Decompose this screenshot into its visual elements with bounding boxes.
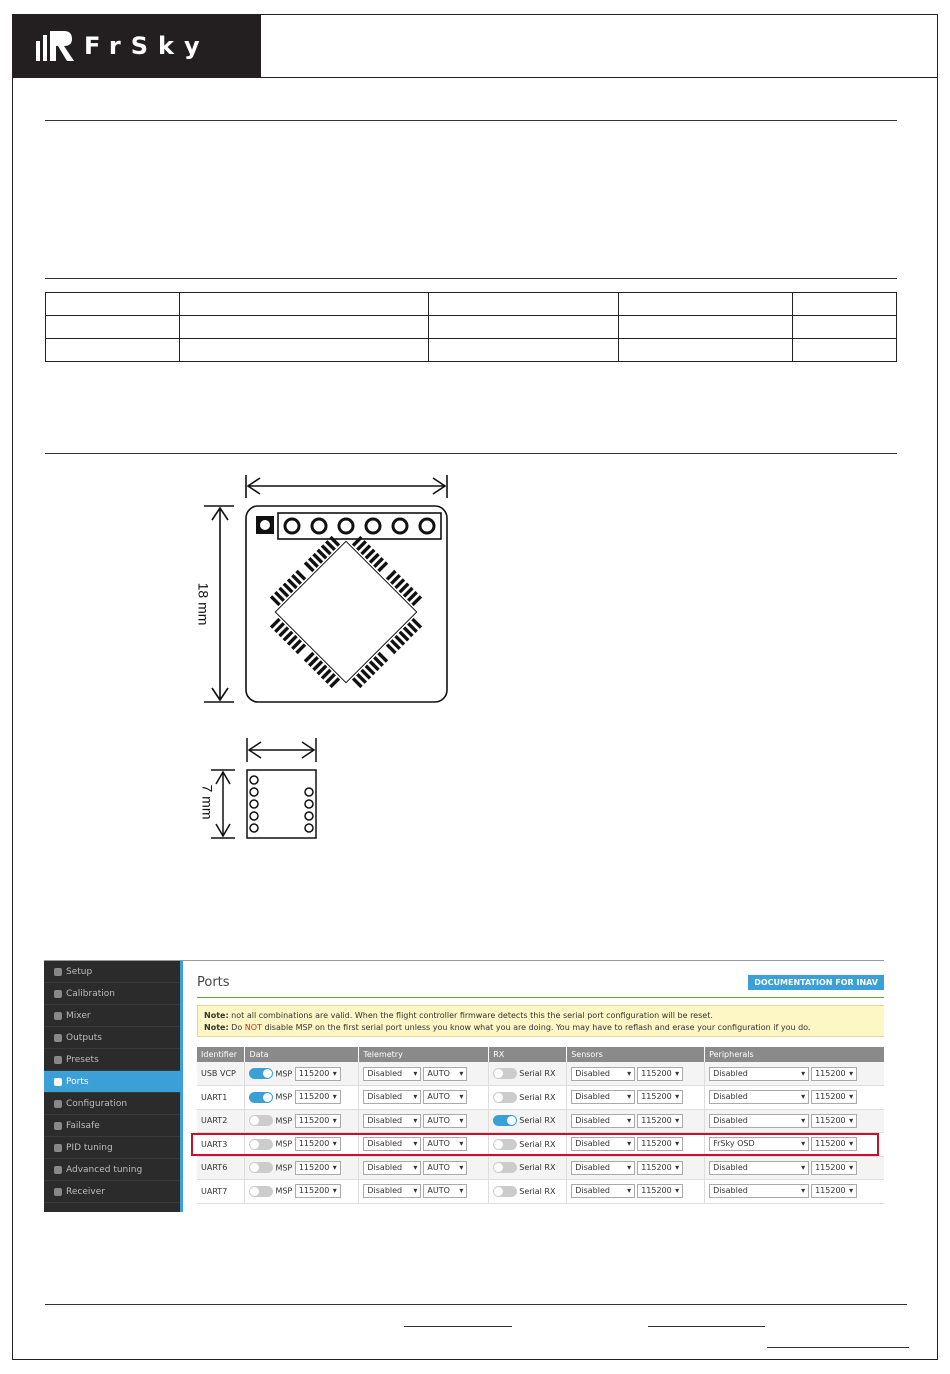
- telemetry-baud-select[interactable]: AUTO ▾: [423, 1114, 467, 1128]
- sidebar-item-label: Advanced tuning: [66, 1164, 143, 1175]
- sidebar: [44, 961, 180, 1212]
- sidebar-item[interactable]: [44, 1115, 180, 1137]
- table-row: [197, 1109, 884, 1133]
- msp-label: MSP: [275, 1186, 293, 1196]
- msp-toggle[interactable]: [249, 1068, 273, 1079]
- telemetry-select[interactable]: Disabled ▾: [363, 1114, 421, 1128]
- sidebar-item[interactable]: [44, 1071, 180, 1093]
- sidebar-item-label: Mixer: [66, 1010, 91, 1021]
- telemetry-cell: [359, 1180, 489, 1204]
- peripherals-cell: [705, 1062, 884, 1086]
- menu-icon: [54, 1034, 62, 1042]
- menu-icon: [54, 1166, 62, 1174]
- sensor-select[interactable]: Disabled ▾: [571, 1114, 635, 1128]
- sensor-select[interactable]: Disabled ▾: [571, 1184, 635, 1198]
- serial-rx-toggle[interactable]: [493, 1186, 517, 1197]
- telemetry-cell: [359, 1156, 489, 1180]
- sensors-cell: [567, 1109, 705, 1133]
- serial-rx-label: Serial RX: [519, 1186, 556, 1196]
- footer-link-underline: [767, 1347, 909, 1348]
- sensors-cell: [567, 1180, 705, 1204]
- serial-rx-label: Serial RX: [519, 1092, 556, 1102]
- table-row: [197, 1156, 884, 1180]
- section-rule-3: [45, 453, 897, 454]
- menu-icon: [54, 1078, 62, 1086]
- menu-icon: [54, 990, 62, 998]
- page-title: Ports: [197, 975, 230, 990]
- sidebar-item[interactable]: [44, 1027, 180, 1049]
- port-identifier: UART7: [197, 1180, 245, 1204]
- sidebar-item-label: Ports: [66, 1076, 89, 1087]
- telemetry-select[interactable]: Disabled ▾: [363, 1090, 421, 1104]
- sidebar-item-label: Outputs: [66, 1032, 102, 1043]
- msp-baud-select[interactable]: 115200 ▾: [295, 1067, 341, 1081]
- section-rule-1: [45, 120, 897, 121]
- board-top-view-drawing: [190, 470, 470, 710]
- documentation-button[interactable]: DOCUMENTATION FOR INAV: [748, 975, 884, 990]
- telemetry-baud-select[interactable]: AUTO ▾: [423, 1161, 467, 1175]
- sidebar-item-label: PID tuning: [66, 1142, 113, 1153]
- sidebar-item[interactable]: [44, 983, 180, 1005]
- sidebar-item-label: Presets: [66, 1054, 99, 1065]
- sidebar-item[interactable]: [44, 1005, 180, 1027]
- telemetry-cell: [359, 1109, 489, 1133]
- menu-icon: [54, 1122, 62, 1130]
- port-identifier: UART3: [197, 1133, 245, 1157]
- peripherals-cell: [705, 1156, 884, 1180]
- serial-rx-label: Serial RX: [519, 1139, 556, 1149]
- port-identifier: UART2: [197, 1109, 245, 1133]
- telemetry-select[interactable]: Disabled ▾: [363, 1184, 421, 1198]
- data-cell: [245, 1062, 359, 1086]
- peripheral-baud-select[interactable]: 115200 ▾: [811, 1161, 857, 1175]
- note-text: not all combinations are valid. When the flight controller firmware detects this the serial port configuration will be reset.: [228, 1011, 713, 1020]
- rx-cell: [489, 1156, 567, 1180]
- board-side-view-drawing: [205, 736, 325, 846]
- msp-toggle[interactable]: [249, 1115, 273, 1126]
- note-label: Note:: [204, 1023, 229, 1032]
- spec-table: [45, 292, 897, 362]
- table-row: [46, 339, 897, 362]
- rx-cell: [489, 1086, 567, 1110]
- menu-icon: [54, 1056, 62, 1064]
- height-label-side: 7 mm: [199, 784, 216, 820]
- logo-word: FrSky: [84, 32, 210, 60]
- peripheral-baud-select[interactable]: 115200 ▾: [811, 1090, 857, 1104]
- sensor-baud-select[interactable]: 115200 ▾: [637, 1114, 683, 1128]
- sidebar-item-label: Setup: [66, 966, 93, 977]
- peripherals-cell: [705, 1180, 884, 1204]
- frsky-emblem-icon: [36, 31, 78, 61]
- sidebar-item-label: Receiver: [66, 1186, 105, 1197]
- telemetry-baud-select[interactable]: AUTO ▾: [423, 1184, 467, 1198]
- telemetry-cell: [359, 1062, 489, 1086]
- rx-cell: [489, 1109, 567, 1133]
- sidebar-item[interactable]: [44, 1159, 180, 1181]
- telemetry-cell: [359, 1086, 489, 1110]
- sensor-select[interactable]: Disabled ▾: [571, 1067, 635, 1081]
- sensor-select[interactable]: Disabled ▾: [571, 1090, 635, 1104]
- uart3-highlight: [191, 1133, 879, 1156]
- peripheral-select[interactable]: Disabled ▾: [709, 1090, 809, 1104]
- title-rule: [197, 997, 884, 998]
- sidebar-item-label: Calibration: [66, 988, 115, 999]
- msp-toggle[interactable]: [249, 1162, 273, 1173]
- ports-table: [197, 1047, 884, 1204]
- sensor-baud-select[interactable]: 115200 ▾: [637, 1067, 683, 1081]
- peripheral-select[interactable]: Disabled ▾: [709, 1067, 809, 1081]
- telemetry-baud-select[interactable]: AUTO ▾: [423, 1090, 467, 1104]
- sensors-cell: [567, 1086, 705, 1110]
- msp-label: MSP: [275, 1116, 293, 1126]
- height-label-top: 18 mm: [195, 582, 212, 626]
- table-row: [46, 316, 897, 339]
- footer-link-underline: [404, 1326, 512, 1327]
- peripheral-select[interactable]: Disabled ▾: [709, 1114, 809, 1128]
- ports-panel: [180, 961, 884, 1212]
- note-text: Do: [228, 1023, 245, 1032]
- serial-rx-label: Serial RX: [519, 1116, 556, 1126]
- rx-cell: [489, 1180, 567, 1204]
- msp-label: MSP: [275, 1139, 293, 1149]
- peripheral-baud-select[interactable]: 115200 ▾: [811, 1114, 857, 1128]
- peripheral-baud-select[interactable]: 115200 ▾: [811, 1184, 857, 1198]
- column-header: Sensors: [567, 1047, 705, 1062]
- sidebar-item[interactable]: [44, 1181, 180, 1203]
- msp-label: MSP: [275, 1069, 293, 1078]
- configurator-screenshot: [44, 960, 884, 1212]
- sidebar-item-label: Failsafe: [66, 1120, 100, 1131]
- peripheral-select[interactable]: Disabled ▾: [709, 1161, 809, 1175]
- rx-cell: [489, 1062, 567, 1086]
- port-identifier: USB VCP: [197, 1062, 245, 1086]
- sidebar-item-label: Configuration: [66, 1098, 128, 1109]
- telemetry-baud-select[interactable]: AUTO ▾: [423, 1067, 467, 1081]
- serial-rx-toggle[interactable]: [493, 1068, 517, 1079]
- msp-toggle[interactable]: [249, 1092, 273, 1103]
- peripheral-select[interactable]: FrSky OSD ▾: [709, 1137, 809, 1151]
- footer-link-underline: [648, 1326, 765, 1327]
- note-box: [197, 1005, 884, 1037]
- data-cell: [245, 1109, 359, 1133]
- serial-rx-toggle[interactable]: [493, 1092, 517, 1103]
- msp-baud-select[interactable]: 115200 ▾: [295, 1161, 341, 1175]
- frsky-logo: [12, 14, 261, 78]
- peripheral-baud-select[interactable]: 115200 ▾: [811, 1067, 857, 1081]
- msp-baud-select[interactable]: 115200 ▾: [295, 1137, 341, 1151]
- table-row: [46, 293, 897, 316]
- column-header: RX: [489, 1047, 567, 1062]
- msp-baud-select[interactable]: 115200 ▾: [295, 1114, 341, 1128]
- port-identifier: UART1: [197, 1086, 245, 1110]
- telemetry-baud-select[interactable]: AUTO ▾: [423, 1137, 467, 1151]
- port-identifier: UART6: [197, 1156, 245, 1180]
- menu-icon: [54, 968, 62, 976]
- peripherals-cell: [705, 1109, 884, 1133]
- data-cell: [245, 1086, 359, 1110]
- msp-baud-select[interactable]: 115200 ▾: [295, 1090, 341, 1104]
- column-header: Identifier: [197, 1047, 245, 1062]
- peripherals-cell: [705, 1086, 884, 1110]
- peripheral-select[interactable]: Disabled ▾: [709, 1184, 809, 1198]
- peripheral-baud-select[interactable]: 115200 ▾: [811, 1137, 857, 1151]
- sidebar-item[interactable]: [44, 1093, 180, 1115]
- menu-icon: [54, 1012, 62, 1020]
- footer-rule: [45, 1304, 907, 1305]
- serial-rx-toggle[interactable]: [493, 1162, 517, 1173]
- table-row: [197, 1180, 884, 1204]
- sidebar-item[interactable]: [44, 1137, 180, 1159]
- data-cell: [245, 1180, 359, 1204]
- sensors-cell: [567, 1156, 705, 1180]
- column-header: Data: [245, 1047, 359, 1062]
- sidebar-item[interactable]: [44, 961, 180, 983]
- msp-baud-select[interactable]: 115200 ▾: [295, 1184, 341, 1198]
- sensors-cell: [567, 1062, 705, 1086]
- section-rule-2: [45, 278, 897, 279]
- sensor-baud-select[interactable]: 115200 ▾: [637, 1090, 683, 1104]
- serial-rx-label: Serial RX: [519, 1163, 556, 1173]
- msp-toggle[interactable]: [249, 1186, 273, 1197]
- sensor-baud-select[interactable]: 115200 ▾: [637, 1184, 683, 1198]
- table-row: [197, 1062, 884, 1086]
- data-cell: [245, 1156, 359, 1180]
- msp-label: MSP: [275, 1163, 293, 1173]
- telemetry-select[interactable]: Disabled ▾: [363, 1137, 421, 1151]
- note-label: Note:: [204, 1011, 229, 1020]
- sidebar-item[interactable]: [44, 1049, 180, 1071]
- table-row: [197, 1086, 884, 1110]
- telemetry-select[interactable]: Disabled ▾: [363, 1161, 421, 1175]
- note-warning: NOT: [244, 1023, 262, 1032]
- telemetry-select[interactable]: Disabled ▾: [363, 1067, 421, 1081]
- menu-icon: [54, 1100, 62, 1108]
- menu-icon: [54, 1144, 62, 1152]
- msp-label: MSP: [275, 1092, 293, 1102]
- serial-rx-label: Serial RX: [519, 1069, 556, 1078]
- sensor-select[interactable]: Disabled ▾: [571, 1137, 635, 1151]
- note-text: disable MSP on the first serial port unless you know what you are doing. You may have to reflash and erase your configuration if you do.: [261, 1023, 811, 1032]
- menu-icon: [54, 1188, 62, 1196]
- sensor-baud-select[interactable]: 115200 ▾: [637, 1137, 683, 1151]
- serial-rx-toggle[interactable]: [493, 1115, 517, 1126]
- sensor-select[interactable]: Disabled ▾: [571, 1161, 635, 1175]
- column-header: Telemetry: [359, 1047, 489, 1062]
- column-header: Peripherals: [705, 1047, 884, 1062]
- sensor-baud-select[interactable]: 115200 ▾: [637, 1161, 683, 1175]
